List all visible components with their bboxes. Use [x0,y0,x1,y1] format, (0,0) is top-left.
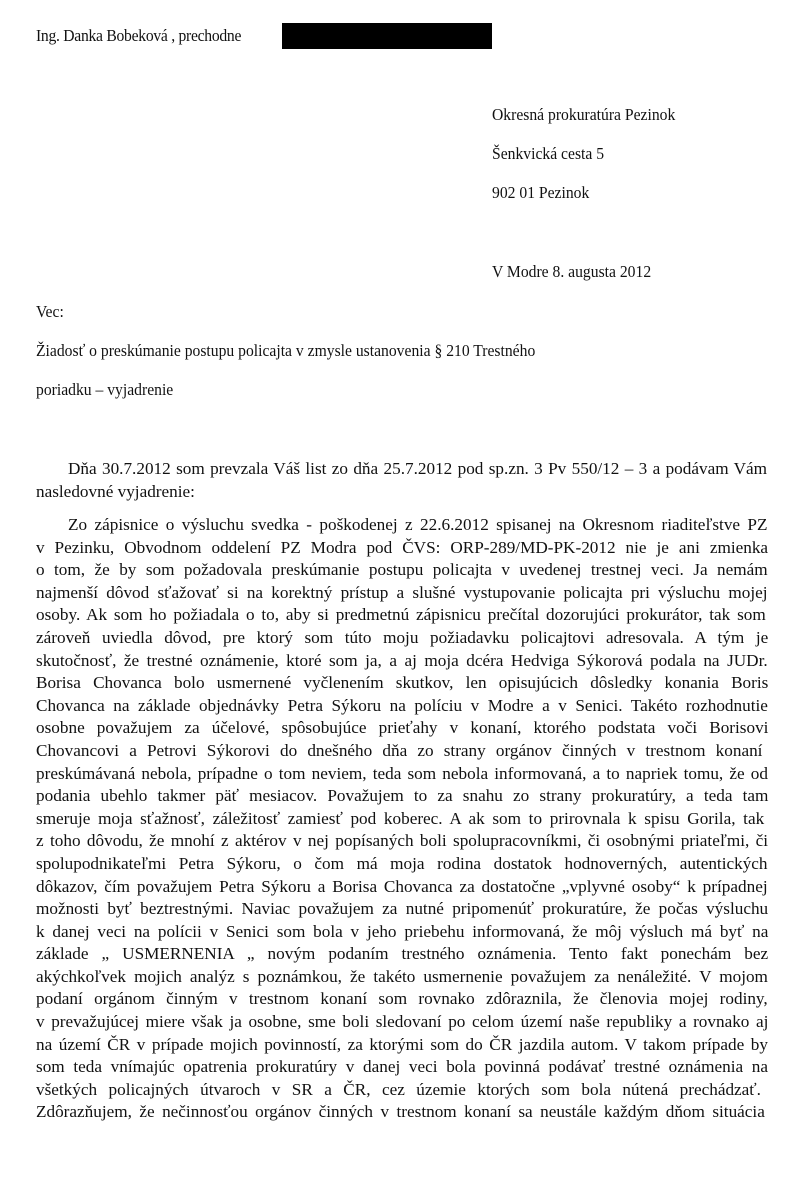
text-line: nasledovné vyjadrenie: [36,481,195,501]
place-date: V Modre 8. augusta 2012 [492,262,652,281]
text-line: spolupodnikateľmi Petra Sýkoru, o čom má moja rodina dostatok hodnoverných, autentických [36,853,768,873]
text-line: akýchkoľvek mojich analýz s poznámkou, že takéto usmernenie považujem za nenáležité. V mojom [36,966,768,986]
text-line: k danej veci na polícii v Senici som bola v jeho priebehu informovaná, že môj výsluch má byť na [36,921,769,941]
text-line: Zdôrazňujem, že nečinnosťou orgánov činných v trestnom konaní sa neustále každým dňom situácia [36,1102,765,1122]
text-line: Zo zápisnice o výsluchu svedka - poškodenej z 22.6.2012 spisanej na Okresnom riaditeľstve PZ [68,515,768,534]
text-line: podaní orgánom činným v trestnom konaní som rovnako zdôraznila, že členovia mojej rodiny, [36,989,768,1009]
text-line: v Pezinku, Obvodnom oddelení PZ Modra pod ČVS: ORP-289/MD-PK-2012 nie je ani zmienka [36,537,769,557]
text-line: som teda vnímajúc opatrenia prokuratúry v danej veci bola povinná podávať trestné oznámenia na [36,1057,769,1077]
text-line: osobne považujem za účelové, spôsobujúce prieťahy v konaní, ktorého podstata voči Borisovi [36,718,769,738]
text-line: preskúmávaná nebola, prípadne o tom neviem, teda som nebola informovaná, a to napriek tomu, že od [36,763,768,783]
text-line: Chovancovi a Petrovi Sýkorovi do dnešného dňa zo strany orgánov činných v trestnom konaní [36,740,763,760]
text-line: najmenší dôvod sťažovať si na korektný prístup a slušné vystupovanie policajta pri výsluchu mojej [36,582,768,602]
text-line: všetkých policajných útvaroch v SR a ČR, cez územie ktorých som bola nútená prechádzať. [36,1079,761,1099]
sender-line: Ing. Danka Bobeková , prechodne [36,26,242,45]
text-line: z toho dôvodu, že mnohí z aktérov v nej popísaných boli spolupracovníkmi, či osobnými priateľmi, či [36,831,769,851]
text-line: skutočnosť, že trestné oznámenie, ktoré som ja, a aj moja dcéra Hedviga Sýkorová podala na JUDr. [36,650,768,670]
text-line: Borisa Chovanca bolo usmernené vyčlenením skutkov, len opisujúcich dôsledky konania Boris [36,673,769,693]
text-line: možnosti byť beztrestnými. Naviac považujem za nutné pripomenúť prokuratúre, že počas výsluchu [36,899,769,919]
text-line: Dňa 30.7.2012 som prevzala Váš list zo dňa 25.7.2012 pod sp.zn. 3 Pv 550/12 – 3 a podávam Vám [68,459,768,478]
text-line: podania ubehlo takmer päť mesiacov. Považujem to za snahu zo strany prokuratúry, a teda tam [36,786,769,806]
paragraph-2 [36,514,768,1124]
text-line: základe „ USMERNENIA „ novým podaním trestného oznámenia. Tento fakt ponechám bez [36,944,769,964]
text-line: Chovanca na základe objednávky Petra Sýkoru na políciu v Modre a v Senici. Takéto rozhodnutie [36,695,768,715]
recipient-name: Okresná prokuratúra Pezinok [492,105,676,124]
text-line: na území ČR v prípade mojich povinností, za ktorými som do ČR jazdila autom. V takom prípade by [36,1034,768,1054]
paragraph-1 [36,458,768,503]
subject-line-1: Žiadosť o preskúmanie postupu policajta v zmysle ustanovenia § 210 Trestného [36,341,536,360]
redaction-bar [282,23,492,49]
subject-line-2: poriadku – vyjadrenie [36,380,174,399]
text-line: zároveň uviedla dôvod, pre ktorý som túto moju požiadavku policajtovi adresovala. A tým je [36,627,769,647]
text-line: dôkazov, čím považujem Petra Sýkoru a Borisa Chovanca za dostatočne „vplyvné osoby“ k prípadnej [36,876,768,896]
subject-label: Vec: [36,302,64,321]
text-line: smeruje moja sťažnosť, záležitosť zamiesť pod koberec. A ak som to prirovnala k spisu Gorila, tak [36,808,765,828]
text-line: osoby. Ak som ho požiadala o to, aby si predmetnú zápisnicu prečítal dozorujúci prokurátor, tak som [36,605,766,625]
recipient-street: Šenkvická cesta 5 [492,144,605,163]
text-line: o tom, že by som požadovala preskúmanie postupu policajta v uvedenej trestnej veci. Ja nemám [36,560,768,580]
text-line: v prevažujúcej miere však ja osobne, sme boli sledovaní po celom území naše republiky a rovnako aj [36,1012,769,1032]
recipient-city: 902 01 Pezinok [492,183,590,202]
